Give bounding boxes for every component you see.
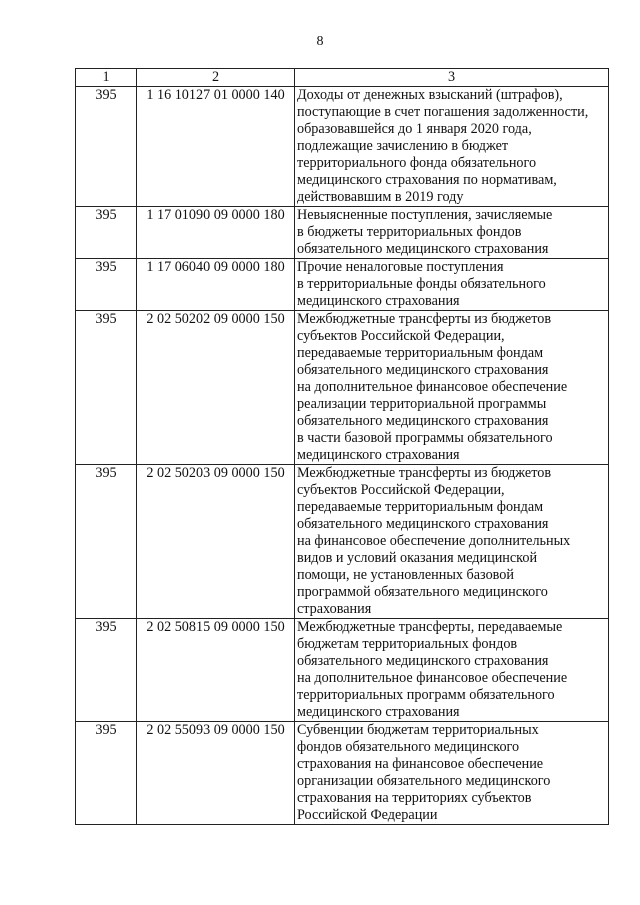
budget-code-cell: 2 02 50202 09 0000 150 <box>137 311 295 465</box>
admin-code-cell: 395 <box>76 311 137 465</box>
revenue-name-line: образовавшейся до 1 января 2020 года, <box>297 121 532 137</box>
revenue-name-line: Межбюджетные трансферты из бюджетов <box>297 465 552 481</box>
revenue-name-line: Межбюджетные трансферты из бюджетов <box>297 311 552 327</box>
revenue-name-line: видов и условий оказания медицинской <box>297 550 538 566</box>
admin-code-cell: 395 <box>76 465 137 619</box>
budget-code-cell: 2 02 50815 09 0000 150 <box>137 619 295 722</box>
admin-code-cell: 395 <box>76 87 137 207</box>
revenue-name-line: в территориальные фонды обязательного <box>297 276 546 292</box>
revenue-name-line: обязательного медицинского страхования <box>297 413 549 429</box>
budget-classification-table <box>75 68 609 825</box>
revenue-name-cell <box>295 619 609 722</box>
revenue-name-line: передаваемые территориальным фондам <box>297 499 544 515</box>
header-cell-1: 1 <box>76 69 137 87</box>
revenue-name-line: в части базовой программы обязательного <box>297 430 553 446</box>
budget-code-cell: 2 02 55093 09 0000 150 <box>137 722 295 825</box>
revenue-name-line: обязательного медицинского страхования <box>297 653 549 669</box>
revenue-name-line: на финансовое обеспечение дополнительных <box>297 533 571 549</box>
budget-code-cell: 1 17 06040 09 0000 180 <box>137 259 295 311</box>
revenue-name-line: Субвенции бюджетам территориальных <box>297 722 539 738</box>
revenue-name-line: территориальных программ обязательного <box>297 687 555 703</box>
header-cell-3: 3 <box>295 69 609 87</box>
table-row <box>76 207 609 259</box>
table-row <box>76 311 609 465</box>
header-cell-2: 2 <box>137 69 295 87</box>
admin-code-cell: 395 <box>76 259 137 311</box>
revenue-name-line: Прочие неналоговые поступления <box>297 259 504 275</box>
table-row <box>76 259 609 311</box>
revenue-name-line: реализации территориальной программы <box>297 396 547 412</box>
revenue-name-line: программой обязательного медицинского <box>297 584 548 600</box>
revenue-name-line: медицинского страхования по нормативам, <box>297 172 557 188</box>
revenue-name-line: в бюджеты территориальных фондов <box>297 224 522 240</box>
revenue-name-line: передаваемые территориальным фондам <box>297 345 544 361</box>
revenue-name-line: обязательного медицинского страхования <box>297 516 549 532</box>
admin-code-cell: 395 <box>76 207 137 259</box>
table-row <box>76 465 609 619</box>
revenue-name-line: подлежащие зачислению в бюджет <box>297 138 509 154</box>
revenue-name-line: бюджетам территориальных фондов <box>297 636 518 652</box>
revenue-name-line: медицинского страхования <box>297 447 460 463</box>
revenue-name-line: медицинского страхования <box>297 704 460 720</box>
revenue-name-cell <box>295 465 609 619</box>
budget-code-cell: 2 02 50203 09 0000 150 <box>137 465 295 619</box>
revenue-name-cell <box>295 87 609 207</box>
revenue-name-line: субъектов Российской Федерации, <box>297 482 505 498</box>
revenue-name-cell <box>295 259 609 311</box>
table-row <box>76 722 609 825</box>
table-header-row <box>76 69 609 87</box>
admin-code-cell: 395 <box>76 722 137 825</box>
revenue-name-line: организации обязательного медицинского <box>297 773 551 789</box>
revenue-name-line: на дополнительное финансовое обеспечение <box>297 670 568 686</box>
revenue-name-line: субъектов Российской Федерации, <box>297 328 505 344</box>
table-row <box>76 87 609 207</box>
revenue-name-line: страхования на территориях субъектов <box>297 790 532 806</box>
admin-code-cell: 395 <box>76 619 137 722</box>
revenue-name-line: Межбюджетные трансферты, передаваемые <box>297 619 563 635</box>
revenue-name-line: помощи, не установленных базовой <box>297 567 514 583</box>
revenue-name-line: Российской Федерации <box>297 807 438 823</box>
revenue-name-line: страхования <box>297 601 372 617</box>
revenue-name-line: медицинского страхования <box>297 293 460 309</box>
budget-code-cell: 1 16 10127 01 0000 140 <box>137 87 295 207</box>
revenue-name-line: Невыясненные поступления, зачисляемые <box>297 207 553 223</box>
revenue-name-cell <box>295 722 609 825</box>
revenue-name-line: страхования на финансовое обеспечение <box>297 756 544 772</box>
page-number: 8 <box>316 34 324 49</box>
budget-code-cell: 1 17 01090 09 0000 180 <box>137 207 295 259</box>
revenue-name-line: обязательного медицинского страхования <box>297 362 549 378</box>
revenue-name-line: территориального фонда обязательного <box>297 155 537 171</box>
revenue-name-line: Доходы от денежных взысканий (штрафов), <box>297 87 563 103</box>
revenue-name-line: поступающие в счет погашения задолженности, <box>297 104 589 120</box>
revenue-name-line: на дополнительное финансовое обеспечение <box>297 379 568 395</box>
revenue-name-cell <box>295 207 609 259</box>
revenue-name-cell <box>295 311 609 465</box>
revenue-name-line: фондов обязательного медицинского <box>297 739 520 755</box>
table-row <box>76 619 609 722</box>
revenue-name-line: обязательного медицинского страхования <box>297 241 549 257</box>
revenue-name-line: действовавшим в 2019 году <box>297 189 464 205</box>
